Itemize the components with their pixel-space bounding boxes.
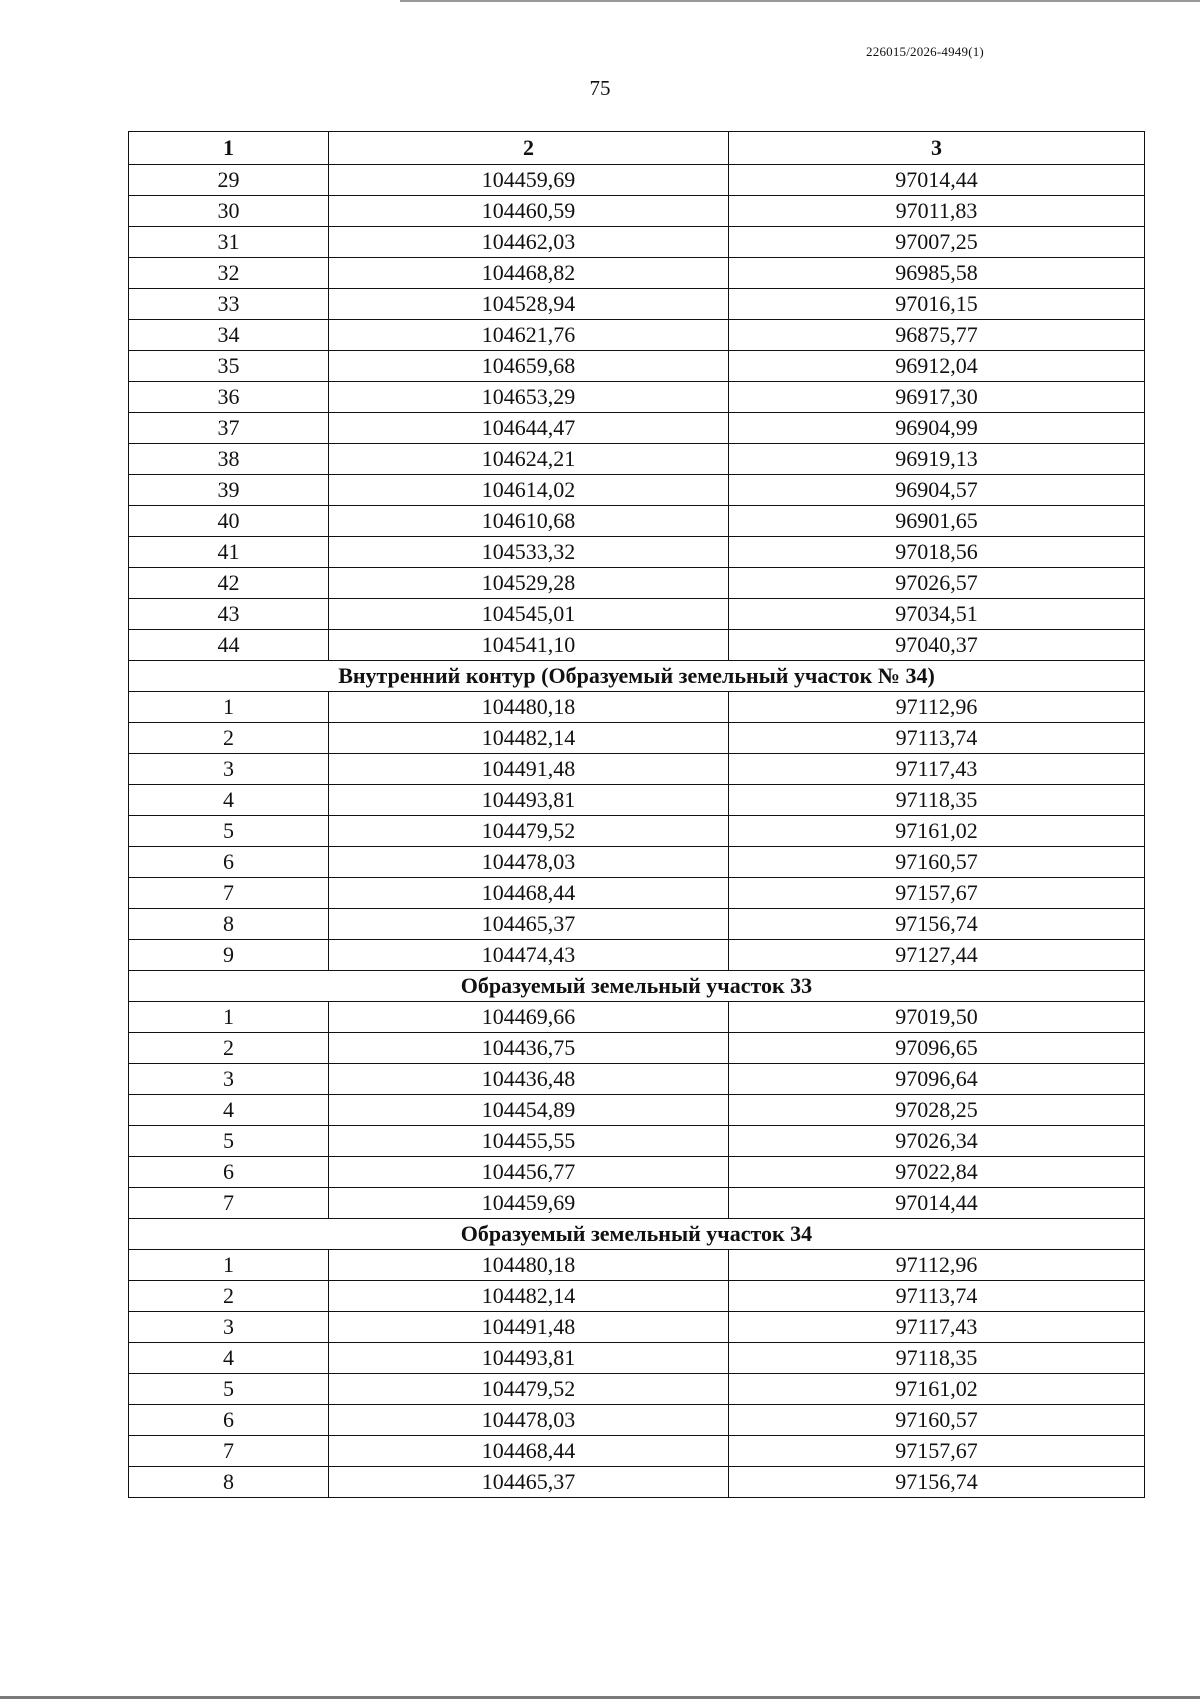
y-coordinate-cell: 97113,74 [729, 723, 1145, 754]
point-number-cell: 35 [129, 351, 329, 382]
y-coordinate-cell: 97096,65 [729, 1033, 1145, 1064]
point-number-cell: 4 [129, 1095, 329, 1126]
column-header-x: 2 [329, 132, 729, 165]
x-coordinate-cell: 104491,48 [329, 1312, 729, 1343]
point-number-cell: 2 [129, 1033, 329, 1064]
y-coordinate-cell: 97157,67 [729, 878, 1145, 909]
table-row [129, 382, 1145, 413]
x-coordinate-cell: 104491,48 [329, 754, 729, 785]
table-row [129, 692, 1145, 723]
x-coordinate-cell: 104454,89 [329, 1095, 729, 1126]
table-row [129, 320, 1145, 351]
x-coordinate-cell: 104469,66 [329, 1002, 729, 1033]
x-coordinate-cell: 104653,29 [329, 382, 729, 413]
table-row [129, 1002, 1145, 1033]
x-coordinate-cell: 104644,47 [329, 413, 729, 444]
y-coordinate-cell: 97040,37 [729, 630, 1145, 661]
page-number: 75 [589, 76, 611, 100]
x-coordinate-cell: 104610,68 [329, 506, 729, 537]
section-title-row [129, 661, 1145, 692]
table-row [129, 785, 1145, 816]
y-coordinate-cell: 96875,77 [729, 320, 1145, 351]
x-coordinate-cell: 104529,28 [329, 568, 729, 599]
table-row [129, 723, 1145, 754]
x-coordinate-cell: 104493,81 [329, 1343, 729, 1374]
x-coordinate-cell: 104465,37 [329, 1467, 729, 1498]
coordinates-table [128, 131, 1145, 1498]
table-row [129, 940, 1145, 971]
point-number-cell: 7 [129, 1188, 329, 1219]
y-coordinate-cell: 97007,25 [729, 227, 1145, 258]
point-number-cell: 4 [129, 1343, 329, 1374]
table-row [129, 816, 1145, 847]
table-row [129, 1374, 1145, 1405]
point-number-cell: 41 [129, 537, 329, 568]
point-number-cell: 36 [129, 382, 329, 413]
y-coordinate-cell: 97117,43 [729, 1312, 1145, 1343]
x-coordinate-cell: 104436,48 [329, 1064, 729, 1095]
table-row [129, 1281, 1145, 1312]
x-coordinate-cell: 104462,03 [329, 227, 729, 258]
point-number-cell: 32 [129, 258, 329, 289]
table-row [129, 1467, 1145, 1498]
y-coordinate-cell: 97034,51 [729, 599, 1145, 630]
document-number: 226015/2026-4949(1) [866, 44, 984, 59]
x-coordinate-cell: 104482,14 [329, 723, 729, 754]
table-body [129, 165, 1145, 1498]
point-number-cell: 43 [129, 599, 329, 630]
point-number-cell: 34 [129, 320, 329, 351]
y-coordinate-cell: 97118,35 [729, 785, 1145, 816]
y-coordinate-cell: 97156,74 [729, 909, 1145, 940]
point-number-cell: 1 [129, 1250, 329, 1281]
table-row [129, 878, 1145, 909]
point-number-cell: 3 [129, 1312, 329, 1343]
x-coordinate-cell: 104545,01 [329, 599, 729, 630]
y-coordinate-cell: 97157,67 [729, 1436, 1145, 1467]
point-number-cell: 40 [129, 506, 329, 537]
point-number-cell: 33 [129, 289, 329, 320]
table-header-row [129, 132, 1145, 165]
point-number-cell: 42 [129, 568, 329, 599]
table-row [129, 1312, 1145, 1343]
x-coordinate-cell: 104436,75 [329, 1033, 729, 1064]
x-coordinate-cell: 104614,02 [329, 475, 729, 506]
table-row [129, 1095, 1145, 1126]
point-number-cell: 5 [129, 1126, 329, 1157]
x-coordinate-cell: 104659,68 [329, 351, 729, 382]
point-number-cell: 2 [129, 1281, 329, 1312]
point-number-cell: 37 [129, 413, 329, 444]
y-coordinate-cell: 97096,64 [729, 1064, 1145, 1095]
point-number-cell: 3 [129, 1064, 329, 1095]
table-row [129, 537, 1145, 568]
y-coordinate-cell: 97160,57 [729, 847, 1145, 878]
x-coordinate-cell: 104468,44 [329, 1436, 729, 1467]
x-coordinate-cell: 104480,18 [329, 692, 729, 723]
y-coordinate-cell: 97026,34 [729, 1126, 1145, 1157]
table-row [129, 1126, 1145, 1157]
table-row [129, 227, 1145, 258]
y-coordinate-cell: 96919,13 [729, 444, 1145, 475]
table-row [129, 1405, 1145, 1436]
table-row [129, 1033, 1145, 1064]
scan-edge-top [400, 0, 1200, 2]
point-number-cell: 3 [129, 754, 329, 785]
point-number-cell: 31 [129, 227, 329, 258]
x-coordinate-cell: 104460,59 [329, 196, 729, 227]
y-coordinate-cell: 97026,57 [729, 568, 1145, 599]
x-coordinate-cell: 104528,94 [329, 289, 729, 320]
table-row [129, 258, 1145, 289]
x-coordinate-cell: 104474,43 [329, 940, 729, 971]
x-coordinate-cell: 104541,10 [329, 630, 729, 661]
table-row [129, 1250, 1145, 1281]
column-header-point: 1 [129, 132, 329, 165]
y-coordinate-cell: 97127,44 [729, 940, 1145, 971]
point-number-cell: 30 [129, 196, 329, 227]
point-number-cell: 39 [129, 475, 329, 506]
point-number-cell: 38 [129, 444, 329, 475]
section-title-row [129, 971, 1145, 1002]
point-number-cell: 6 [129, 1405, 329, 1436]
y-coordinate-cell: 97028,25 [729, 1095, 1145, 1126]
point-number-cell: 7 [129, 878, 329, 909]
table-row [129, 1436, 1145, 1467]
y-coordinate-cell: 96985,58 [729, 258, 1145, 289]
point-number-cell: 9 [129, 940, 329, 971]
table-row [129, 568, 1145, 599]
table-row [129, 1188, 1145, 1219]
x-coordinate-cell: 104479,52 [329, 1374, 729, 1405]
point-number-cell: 1 [129, 692, 329, 723]
y-coordinate-cell: 96901,65 [729, 506, 1145, 537]
y-coordinate-cell: 97112,96 [729, 1250, 1145, 1281]
table-row [129, 351, 1145, 382]
y-coordinate-cell: 97014,44 [729, 165, 1145, 196]
x-coordinate-cell: 104533,32 [329, 537, 729, 568]
table-row [129, 754, 1145, 785]
point-number-cell: 29 [129, 165, 329, 196]
x-coordinate-cell: 104456,77 [329, 1157, 729, 1188]
x-coordinate-cell: 104480,18 [329, 1250, 729, 1281]
y-coordinate-cell: 97018,56 [729, 537, 1145, 568]
y-coordinate-cell: 97156,74 [729, 1467, 1145, 1498]
y-coordinate-cell: 96917,30 [729, 382, 1145, 413]
x-coordinate-cell: 104468,82 [329, 258, 729, 289]
y-coordinate-cell: 97022,84 [729, 1157, 1145, 1188]
y-coordinate-cell: 97161,02 [729, 816, 1145, 847]
point-number-cell: 4 [129, 785, 329, 816]
x-coordinate-cell: 104624,21 [329, 444, 729, 475]
point-number-cell: 5 [129, 1374, 329, 1405]
table-row [129, 165, 1145, 196]
x-coordinate-cell: 104479,52 [329, 816, 729, 847]
y-coordinate-cell: 97160,57 [729, 1405, 1145, 1436]
table-row [129, 506, 1145, 537]
x-coordinate-cell: 104478,03 [329, 1405, 729, 1436]
y-coordinate-cell: 97016,15 [729, 289, 1145, 320]
column-header-y: 3 [729, 132, 1145, 165]
y-coordinate-cell: 97011,83 [729, 196, 1145, 227]
x-coordinate-cell: 104621,76 [329, 320, 729, 351]
point-number-cell: 6 [129, 1157, 329, 1188]
section-title: Образуемый земельный участок 34 [129, 1219, 1145, 1250]
y-coordinate-cell: 97118,35 [729, 1343, 1145, 1374]
table-row [129, 1343, 1145, 1374]
point-number-cell: 8 [129, 909, 329, 940]
table-row [129, 909, 1145, 940]
table-row [129, 196, 1145, 227]
y-coordinate-cell: 96904,99 [729, 413, 1145, 444]
table-row [129, 1064, 1145, 1095]
table-row [129, 289, 1145, 320]
x-coordinate-cell: 104459,69 [329, 165, 729, 196]
y-coordinate-cell: 97019,50 [729, 1002, 1145, 1033]
table-row [129, 1157, 1145, 1188]
x-coordinate-cell: 104493,81 [329, 785, 729, 816]
point-number-cell: 8 [129, 1467, 329, 1498]
y-coordinate-cell: 97113,74 [729, 1281, 1145, 1312]
x-coordinate-cell: 104482,14 [329, 1281, 729, 1312]
y-coordinate-cell: 97161,02 [729, 1374, 1145, 1405]
table-row [129, 444, 1145, 475]
table-row [129, 599, 1145, 630]
point-number-cell: 6 [129, 847, 329, 878]
table-row [129, 630, 1145, 661]
section-title: Внутренний контур (Образуемый земельный участок № 34) [129, 661, 1145, 692]
x-coordinate-cell: 104459,69 [329, 1188, 729, 1219]
y-coordinate-cell: 96904,57 [729, 475, 1145, 506]
table-row [129, 475, 1145, 506]
y-coordinate-cell: 97117,43 [729, 754, 1145, 785]
table-row [129, 413, 1145, 444]
point-number-cell: 7 [129, 1436, 329, 1467]
section-title-row [129, 1219, 1145, 1250]
section-title: Образуемый земельный участок 33 [129, 971, 1145, 1002]
point-number-cell: 44 [129, 630, 329, 661]
table-row [129, 847, 1145, 878]
y-coordinate-cell: 97014,44 [729, 1188, 1145, 1219]
x-coordinate-cell: 104478,03 [329, 847, 729, 878]
point-number-cell: 2 [129, 723, 329, 754]
scan-edge-bottom [0, 1696, 1200, 1699]
point-number-cell: 5 [129, 816, 329, 847]
y-coordinate-cell: 97112,96 [729, 692, 1145, 723]
x-coordinate-cell: 104468,44 [329, 878, 729, 909]
point-number-cell: 1 [129, 1002, 329, 1033]
x-coordinate-cell: 104465,37 [329, 909, 729, 940]
x-coordinate-cell: 104455,55 [329, 1126, 729, 1157]
y-coordinate-cell: 96912,04 [729, 351, 1145, 382]
